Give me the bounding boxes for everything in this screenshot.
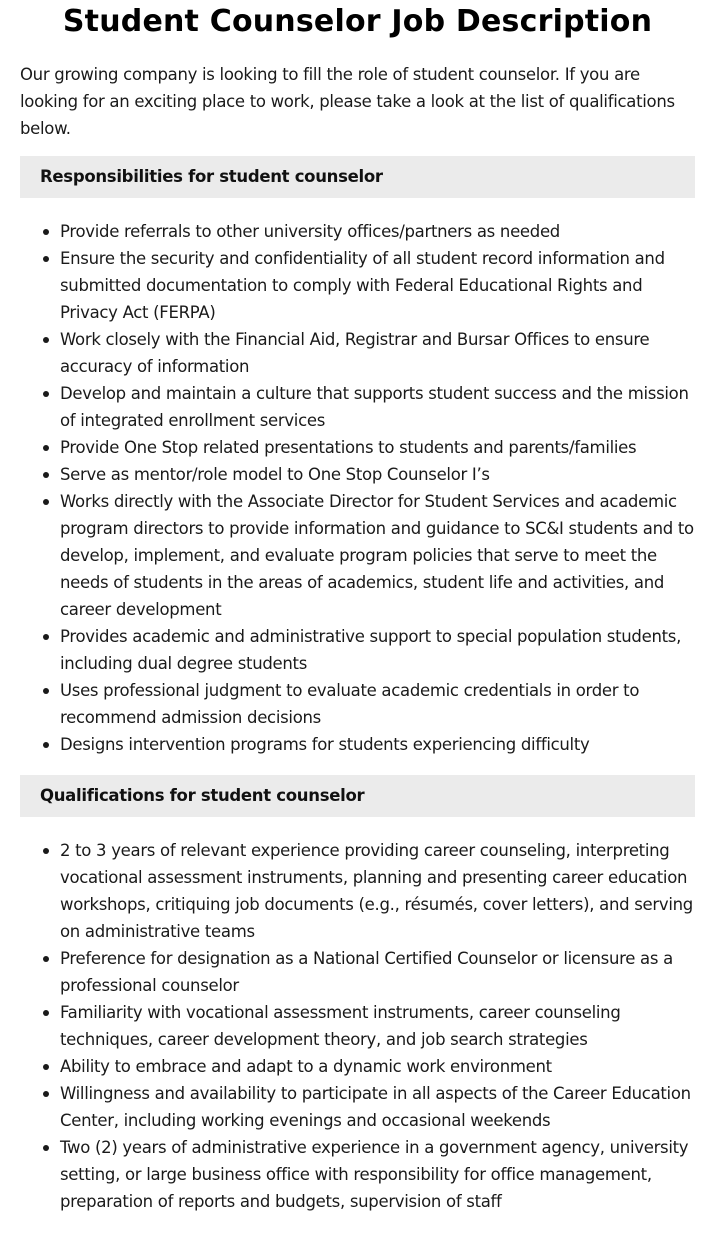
list-item: 2 to 3 years of relevant experience providing career counseling, interpreting vocational assessment instruments, planning and presenting career education workshops, critiquing job documents (e.g., résumés, cover letters), and serving on administrative teams <box>20 837 695 945</box>
qualifications-heading: Qualifications for student counselor <box>20 775 695 817</box>
list-item: Provides academic and administrative support to special population students, including dual degree students <box>20 623 695 677</box>
list-item: Familiarity with vocational assessment instruments, career counseling techniques, career development theory, and job search strategies <box>20 999 695 1053</box>
intro-paragraph: Our growing company is looking to fill the role of student counselor. If you are looking for an exciting place to work, please take a look at the list of qualifications below. <box>20 65 675 138</box>
list-item: Ensure the security and confidentiality of all student record information and submitted documentation to comply with Federal Educational Rights and Privacy Act (FERPA) <box>20 245 695 326</box>
list-item: Works directly with the Associate Director for Student Services and academic program directors to provide information and guidance to SC&I students and to develop, implement, and evaluate program policies that serve to meet the needs of students in the areas of academics, student life and activities, and career development <box>20 488 695 623</box>
list-item: Work closely with the Financial Aid, Registrar and Bursar Offices to ensure accuracy of information <box>20 326 695 380</box>
responsibilities-list <box>20 218 695 758</box>
list-item: Two (2) years of administrative experience in a government agency, university setting, or large business office with responsibility for office management, preparation of reports and budgets, supervision of staff <box>20 1134 695 1215</box>
list-item: Designs intervention programs for students experiencing difficulty <box>20 731 695 758</box>
list-item: Provide One Stop related presentations to students and parents/families <box>20 434 695 461</box>
list-item: Serve as mentor/role model to One Stop Counselor I’s <box>20 461 695 488</box>
list-item: Develop and maintain a culture that supports student success and the mission of integrated enrollment services <box>20 380 695 434</box>
list-item: Ability to embrace and adapt to a dynamic work environment <box>20 1053 695 1080</box>
page-title: Student Counselor Job Description <box>62 4 653 39</box>
qualifications-list <box>20 837 695 1215</box>
list-item: Preference for designation as a National Certified Counselor or licensure as a professional counselor <box>20 945 695 999</box>
list-item: Uses professional judgment to evaluate academic credentials in order to recommend admission decisions <box>20 677 695 731</box>
list-item: Provide referrals to other university offices/partners as needed <box>20 218 695 245</box>
responsibilities-heading: Responsibilities for student counselor <box>20 156 695 198</box>
list-item: Willingness and availability to participate in all aspects of the Career Education Center, including working evenings and occasional weekends <box>20 1080 695 1134</box>
